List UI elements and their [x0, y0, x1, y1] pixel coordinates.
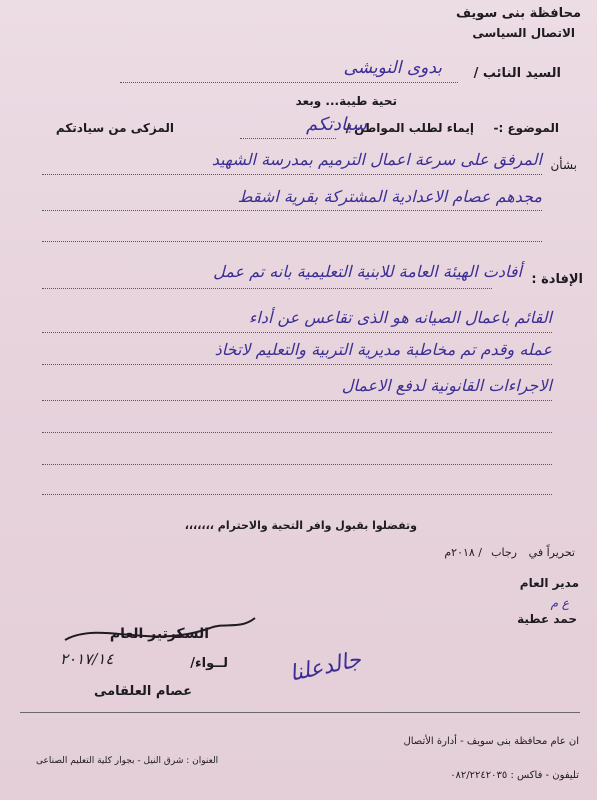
signature-stroke [60, 610, 260, 660]
director-initials: ع م [550, 596, 569, 610]
secretary-title: السكرتير العام [109, 626, 209, 642]
ifada-rule-6 [42, 464, 552, 465]
governorate-title: محافظة بنى سويف [455, 6, 581, 21]
signature-text: جالدعلنا [287, 647, 364, 687]
footer-line-1: ان عام محافظة بنى سويف - أدارة الأتصال [403, 736, 579, 747]
department-title: الاتصال السياسى [472, 26, 575, 40]
secretary-rank: لــواء/ [190, 656, 228, 671]
ifada-line-3: عمله وقدم تم مخاطبة مديرية التربية والتعليم لاتخاذ [214, 340, 552, 359]
addressee-line [120, 82, 458, 83]
regarding-rule-3 [42, 241, 542, 242]
secretary-date-handwritten: ٢٠١٧/١٤ [60, 650, 114, 668]
date-prefix: تحريراً في [528, 546, 575, 559]
secretary-name: عصام العلقامى [93, 684, 192, 699]
ifada-rule-2 [42, 332, 552, 333]
subject-line [240, 138, 336, 139]
regarding-line-1: المرفق على سرعة اعمال الترميم بمدرسة الشهيد [211, 150, 542, 169]
subject-handwritten: سيادتكم [306, 114, 367, 135]
addressee-name: بدوى النويشى [343, 58, 442, 78]
closing-text: وتفضلوا بقبول وافر التحية والاحترام ،،،،،،، [184, 519, 417, 532]
ifada-rule-3 [42, 364, 552, 365]
ifada-rule-1 [42, 288, 492, 289]
director-title: مدير العام [519, 576, 579, 590]
footer-divider [20, 712, 580, 713]
ifada-rule-5 [42, 432, 552, 433]
director-name: حمد عطية [517, 612, 577, 626]
ifada-line-1: أفادت الهيئة العامة للابنية التعليمية بانه تم عمل [213, 262, 522, 281]
subject-text: إيماء لطلب المواطن / [345, 121, 474, 135]
ifada-rule-7 [42, 494, 552, 495]
regarding-rule-1 [42, 174, 542, 175]
greeting: تحية طيبة... وبعد [295, 94, 397, 108]
date-year: / ٢٠١٨م [444, 546, 482, 559]
footer-address: العنوان : شرق النيل - بجوار كلية التعليم الصناعى [36, 756, 219, 766]
date-month: رجاب [491, 546, 517, 559]
subject-label: الموضوع :- [493, 121, 559, 135]
referred-note: المزكى من سيادتكم [55, 121, 174, 135]
regarding-label: بشأن [550, 158, 577, 172]
ifada-label: الإفادة : [531, 272, 583, 287]
ifada-line-4: الاجراءات القانونية لدفع الاعمال [341, 376, 552, 395]
ifada-line-2: القائم باعمال الصيانه هو الذى تقاعس عن أداء [248, 308, 552, 327]
regarding-rule-2 [42, 210, 542, 211]
regarding-line-2: مجدهم عصام الاعدادية المشتركة بقرية اشقط [237, 187, 542, 206]
ifada-rule-4 [42, 400, 552, 401]
footer-line-2: تليفون - فاكس : ٠٨٢/٢٢٤٢٠٣٥ [450, 770, 579, 781]
addressee-label: السيد النائب / [473, 66, 561, 81]
